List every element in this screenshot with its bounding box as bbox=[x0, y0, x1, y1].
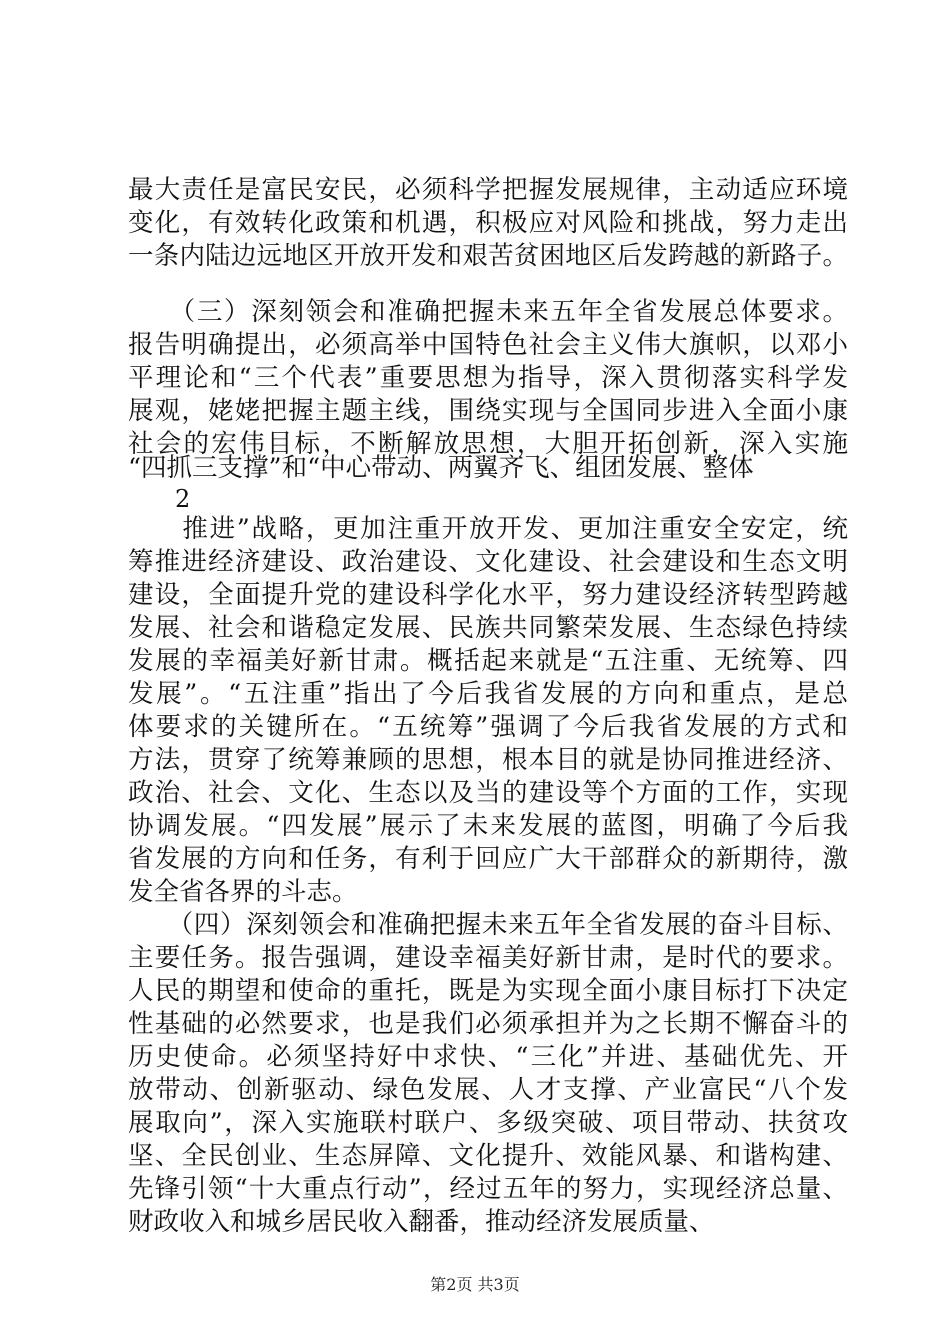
text-line: 体要求的关键所在。“五统筹”强调了今后我省发展的方式和 bbox=[128, 712, 848, 742]
text-line: 展观，姥姥把握主题主线，围绕实现与全国同步进入全面小康 bbox=[128, 396, 848, 426]
text-line: 发展、社会和谐稳定发展、民族共同繁荣发展、生态绿色持续 bbox=[128, 613, 848, 643]
text-line: 筹推进经济建设、政治建设、文化建设、社会建设和生态文明 bbox=[128, 547, 848, 577]
text-line: “四抓三支撑”和“中心带动、两翼齐飞、组团发展、整体 bbox=[128, 453, 754, 483]
page-number-marker: 2 bbox=[175, 485, 191, 513]
text-line: （四）深刻领会和准确把握未来五年全省发展的奋斗目标、 bbox=[128, 910, 848, 940]
text-line: 放带动、创新驱动、绿色发展、人才支撑、产业富民“八个发 bbox=[128, 1075, 848, 1105]
text-line: 政治、社会、文化、生态以及当的建设等个方面的工作，实现 bbox=[128, 778, 848, 808]
text-line: 方法，贯穿了统筹兼顾的思想，根本目的就是协同推进经济、 bbox=[128, 745, 848, 775]
text-line: 发展的幸福美好新甘肃。概括起来就是“五注重、无统筹、四 bbox=[128, 646, 848, 676]
text-line: 社会的宏伟目标，不断解放思想，大胆开拓创新，深入实施 bbox=[128, 429, 848, 459]
text-line: 省发展的方向和任务，有利于回应广大干部群众的新期待，激 bbox=[128, 844, 848, 874]
text-line: 展取向”，深入实施联村联户、多级突破、项目带动、扶贫攻 bbox=[128, 1108, 848, 1138]
text-line: （三）深刻领会和准确把握未来五年全省发展总体要求。 bbox=[128, 297, 848, 327]
text-line: 变化，有效转化政策和机遇，积极应对风险和挑战，努力走出 bbox=[128, 208, 848, 238]
text-line: 人民的期望和使命的重托，既是为实现全面小康目标打下决定 bbox=[128, 976, 848, 1006]
text-line: 先锋引领“十大重点行动”，经过五年的努力，实现经济总量、 bbox=[128, 1174, 848, 1204]
text-line: 主要任务。报告强调，建设幸福美好新甘肃，是时代的要求。 bbox=[128, 943, 848, 973]
text-line: 最大责任是富民安民，必须科学把握发展规律，主动适应环境 bbox=[128, 175, 848, 205]
text-line: 一条内陆边远地区开放开发和艰苦贫困地区后发跨越的新路子。 bbox=[128, 241, 848, 271]
text-line: 性基础的必然要求，也是我们必须承担并为之长期不懈奋斗的 bbox=[128, 1009, 848, 1039]
text-line: 协调发展。“四发展”展示了未来发展的蓝图，明确了今后我 bbox=[128, 811, 848, 841]
text-line: 财政收入和城乡居民收入翻番，推动经济发展质量、 bbox=[128, 1207, 715, 1237]
text-line: 发展”。“五注重”指出了今后我省发展的方向和重点，是总 bbox=[128, 679, 848, 709]
text-line: 坚、全民创业、生态屏障、文化提升、效能风暴、和谐构建、 bbox=[128, 1141, 848, 1171]
text-line: 平理论和“三个代表”重要思想为指导，深入贯彻落实科学发 bbox=[128, 363, 848, 393]
text-line: 历史使命。必须坚持好中求快、“三化”并进、基础优先、开 bbox=[128, 1042, 848, 1072]
page-footer: 第2页 共3页 bbox=[430, 1275, 520, 1294]
text-line: 推进”战略，更加注重开放开发、更加注重安全安定，统 bbox=[128, 514, 848, 544]
text-line: 建设，全面提升党的建设科学化水平，努力建设经济转型跨越 bbox=[128, 580, 848, 610]
text-line: 发全省各界的斗志。 bbox=[128, 877, 358, 907]
text-line: 报告明确提出，必须高举中国特色社会主义伟大旗帜，以邓小 bbox=[128, 330, 848, 360]
